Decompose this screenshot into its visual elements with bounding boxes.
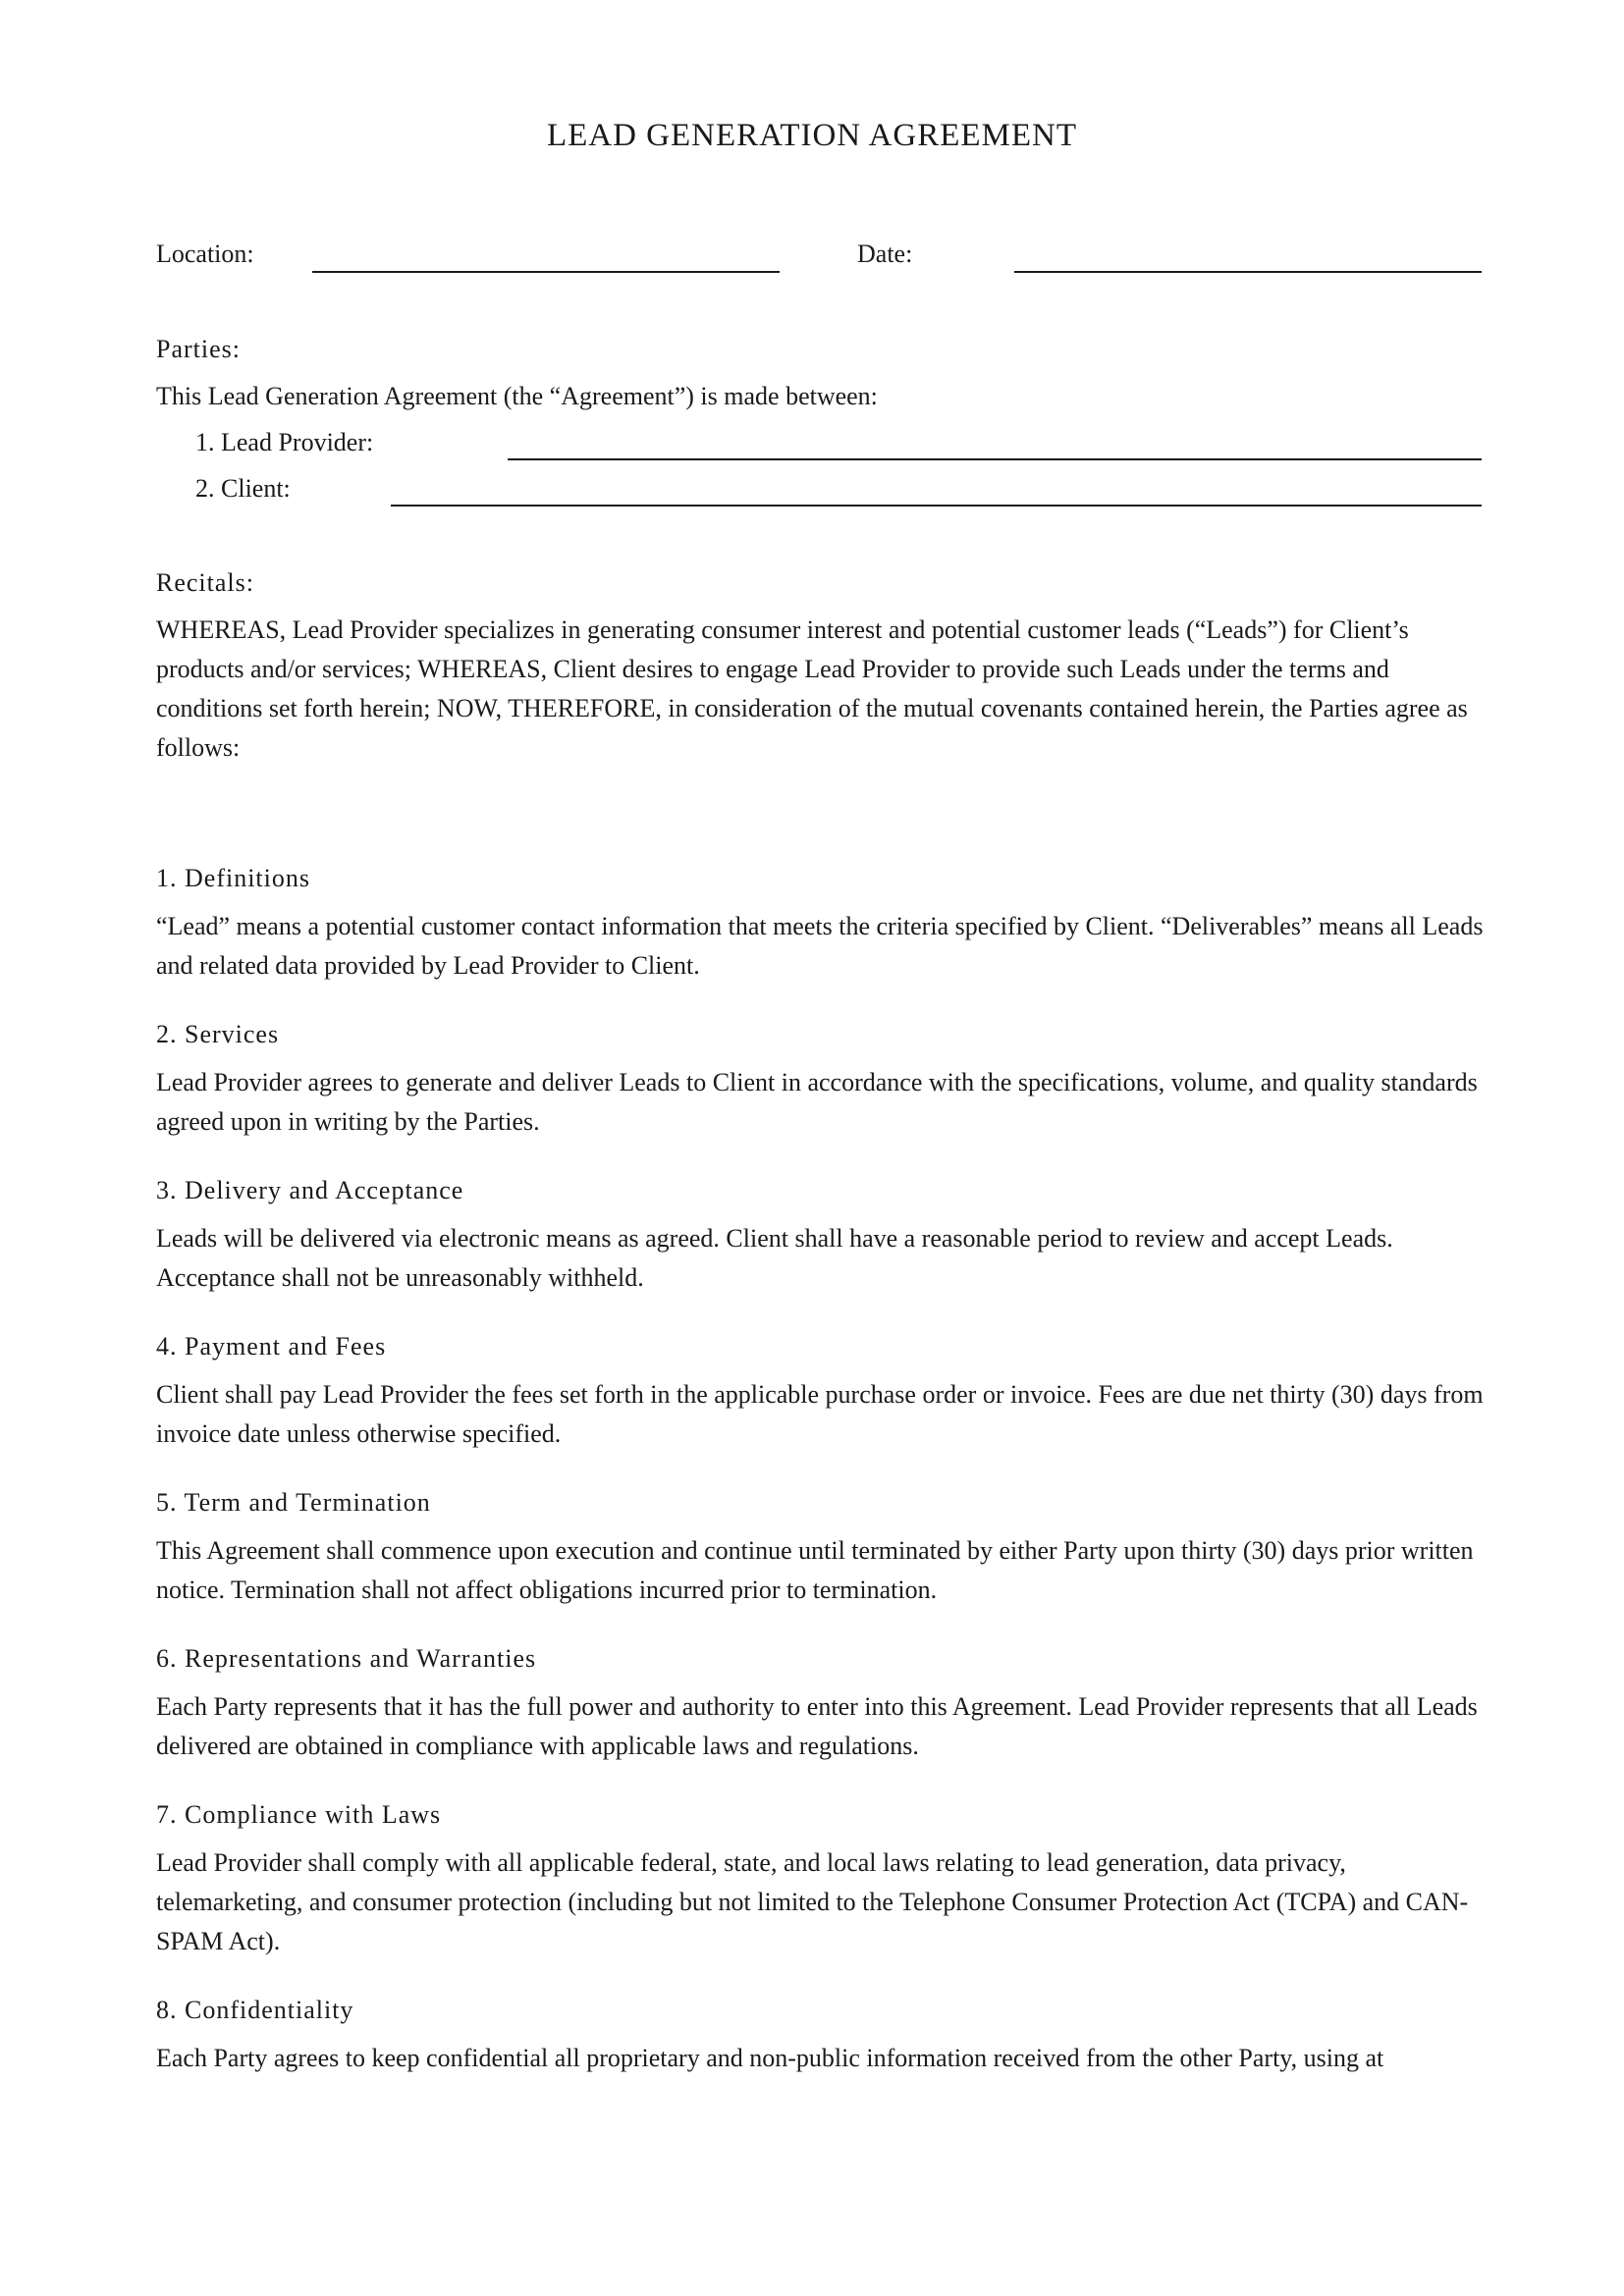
document-title: LEAD GENERATION AGREEMENT [546, 118, 1078, 153]
location-label: Location: [156, 240, 254, 268]
section-text-term: This Agreement shall commence upon execution and continue until terminated by either Party upon thirty (30) days prior written notice. Termination shall not affect obligations incurred prior to termination. [156, 1536, 1474, 1604]
location-field[interactable] [312, 271, 780, 273]
parties-heading: Parties: [156, 335, 241, 363]
section-heading-delivery: 3. Delivery and Acceptance [156, 1176, 464, 1204]
section-text-services: Lead Provider agrees to generate and deliver Leads to Client in accordance with the specifications, volume, and quality standards agreed upon in writing by the Parties. [156, 1068, 1478, 1136]
section-text-delivery: Leads will be delivered via electronic means as agreed. Client shall have a reasonable period to review and accept Leads. Acceptance shall not be unreasonably withheld. [156, 1224, 1393, 1292]
section-heading-term: 5. Term and Termination [156, 1488, 431, 1517]
section-text-representations: Each Party represents that it has the full power and authority to enter into this Agreement. Lead Provider represents that all Leads delivered are obtained in compliance with applicable laws and regulations. [156, 1692, 1478, 1760]
section-heading-services: 2. Services [156, 1020, 280, 1048]
client-field[interactable] [391, 505, 1482, 507]
section-text-definitions: “Lead” means a potential customer contact information that meets the criteria specified by Client. “Deliverables” means all Leads and related data provided by Lead Provider to Client. [156, 912, 1484, 980]
section-heading-representations: 6. Representations and Warranties [156, 1644, 537, 1673]
section-heading-payment: 4. Payment and Fees [156, 1332, 387, 1361]
section-heading-confidentiality: 8. Confidentiality [156, 1996, 354, 2024]
section-text-compliance: Lead Provider shall comply with all applicable federal, state, and local laws relating to lead generation, data privacy, telemarketing, and consumer protection (including but not limited to the Telephone Consumer Protection Act (TCPA) and CAN-SPAM Act). [156, 1848, 1469, 1955]
section-text-payment: Client shall pay Lead Provider the fees set forth in the applicable purchase order or invoice. Fees are due net thirty (30) days from invoice date unless otherwise specified. [156, 1380, 1484, 1448]
lead-provider-field[interactable] [508, 458, 1482, 460]
client-label: 2. Client: [195, 474, 291, 503]
section-heading-compliance: 7. Compliance with Laws [156, 1800, 442, 1829]
date-label: Date: [857, 240, 913, 268]
section-heading-definitions: 1. Definitions [156, 864, 310, 892]
parties-intro: This Lead Generation Agreement (the “Agreement”) is made between: [156, 382, 878, 410]
recitals-text: WHEREAS, Lead Provider specializes in generating consumer interest and potential customer leads (“Leads”) for Client’s products and/or services; WHEREAS, Client desires to engage Lead Provider to provide such Leads under the terms and conditions set forth herein; NOW, THEREFORE, in consideration of the mutual covenants contained herein, the Parties agree as follows: [156, 615, 1468, 762]
recitals-heading: Recitals: [156, 568, 254, 597]
date-field[interactable] [1014, 271, 1482, 273]
section-text-confidentiality: Each Party agrees to keep confidential all proprietary and non-public information received from the other Party, using at [156, 2044, 1384, 2072]
lead-provider-label: 1. Lead Provider: [195, 428, 374, 456]
